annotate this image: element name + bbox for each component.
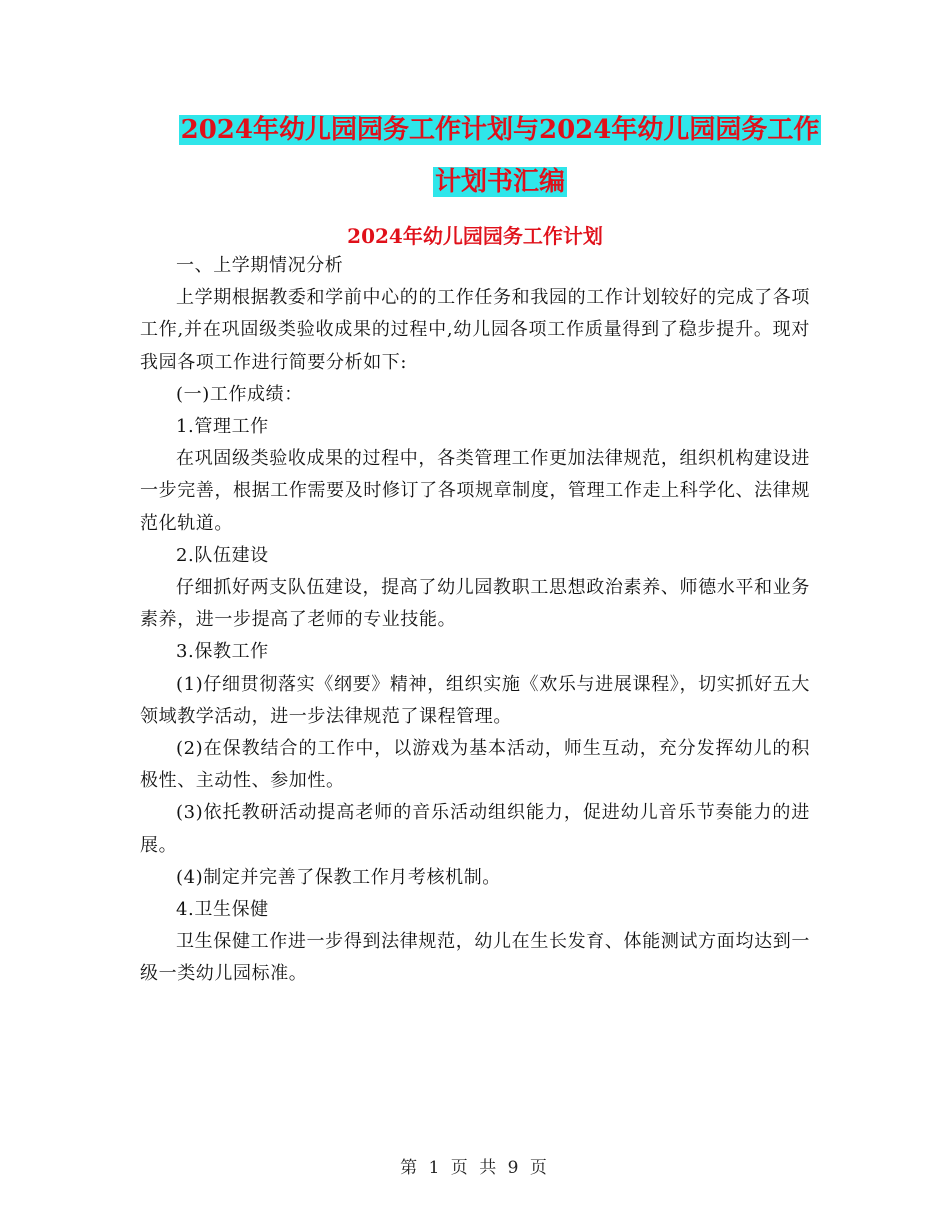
paragraph: (2)在保教结合的工作中，以游戏为基本活动，师生互动，充分发挥幼儿的积极性、主动性、参加性。 [140, 738, 810, 792]
document-title [140, 104, 860, 208]
document-title-line-2: 计划书汇编 [434, 167, 565, 197]
paragraph: 3.保教工作 [176, 641, 269, 663]
paragraph: 仔细抓好两支队伍建设，提高了幼儿园教职工思想政治素养、师德水平和业务素养，进一步提高了老师的专业技能。 [140, 577, 810, 631]
paragraph: 卫生保健工作进一步得到法律规范，幼儿在生长发育、体能测试方面均达到一级一类幼儿园标准。 [140, 931, 810, 985]
paragraph: 1.管理工作 [176, 416, 269, 438]
paragraph: 上学期根据教委和学前中心的的工作任务和我园的工作计划较好的完成了各项工作,并在巩固级类验收成果的过程中,幼儿园各项工作质量得到了稳步提升。现对我园各项工作进行简要分析如下: [140, 287, 810, 373]
paragraph: (一)工作成绩： [176, 383, 303, 405]
paragraph: (4)制定并完善了保教工作月考核机制。 [176, 866, 501, 888]
section-title: 2024年幼儿园园务工作计划 [347, 224, 603, 248]
paragraph: (1)仔细贯彻落实《纲要》精神，组织实施《欢乐与进展课程》，切实抓好五大领域教学活动，进一步法律规范了课程管理。 [140, 673, 810, 727]
paragraph: (3)依托教研活动提高老师的音乐活动组织能力，促进幼儿音乐节奏能力的进展。 [140, 802, 810, 856]
document-body [140, 250, 810, 991]
paragraph: 在巩固级类验收成果的过程中，各类管理工作更加法律规范，组织机构建设进一步完善，根据工作需要及时修订了各项规章制度，管理工作走上科学化、法律规范化轨道。 [140, 448, 810, 534]
document-title-line-1: 2024年幼儿园园务工作计划与2024年幼儿园园务工作 [180, 115, 820, 145]
paragraph: 2.队伍建设 [176, 544, 269, 566]
paragraph: 4.卫生保健 [176, 899, 269, 921]
page-number-footer: 第 1 页 共 9 页 [400, 1158, 550, 1178]
paragraph: 一、上学期情况分析 [176, 255, 344, 276]
